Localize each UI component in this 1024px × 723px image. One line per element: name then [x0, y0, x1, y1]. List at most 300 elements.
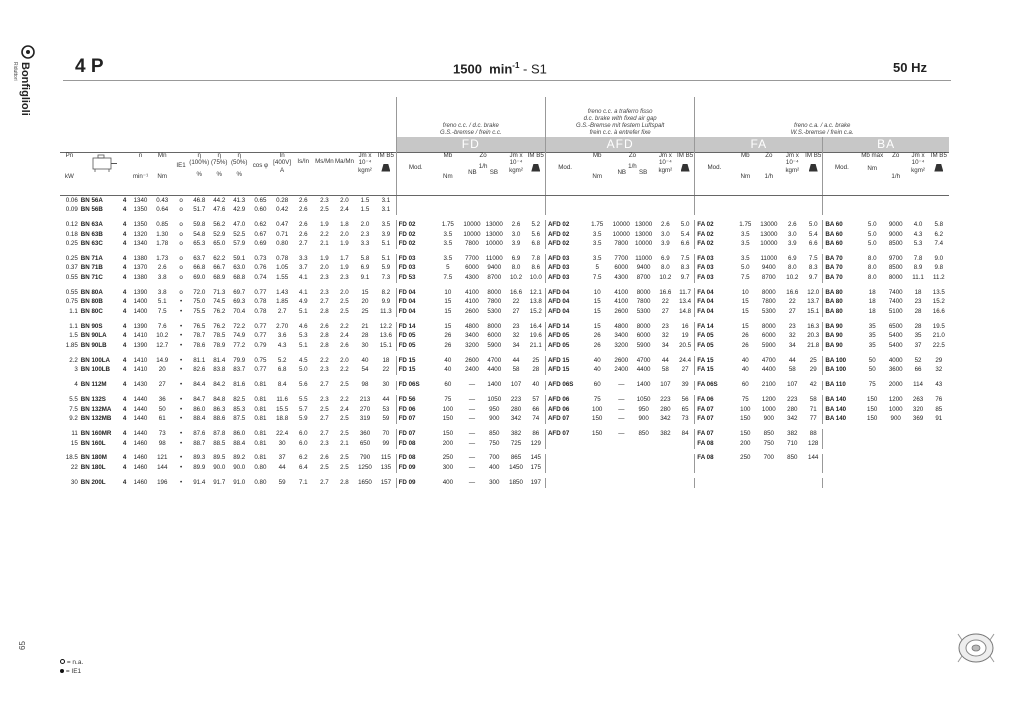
fd-band: FD [396, 137, 545, 153]
col-eta100: η (100%) % [189, 153, 209, 196]
cell-pn: 0.55 [65, 274, 78, 282]
cell-poles: 4 [122, 254, 127, 262]
ba-cell-jm [907, 478, 928, 488]
ba-cell-zo [884, 206, 908, 216]
cell-n: 1380 [133, 274, 148, 282]
afd-cell-jm [655, 454, 676, 464]
table-row [60, 196, 949, 206]
cell-eta75: 56.2 [213, 220, 226, 228]
afd-cell-jm [655, 439, 676, 449]
cell-eta50: 41.3 [233, 196, 246, 204]
cell-pn: 22 [70, 463, 78, 471]
fd-cell-mod: FD 04 [396, 288, 435, 298]
ba-cell-mod: BA 90 [823, 322, 861, 332]
cell-is-in: 6.0 [298, 439, 308, 447]
fd-cell-nb: 2600 [465, 308, 479, 316]
ba-cell-mb: 5.0 [867, 240, 877, 248]
fa-cell-mod: FA 07 [695, 405, 734, 415]
afd-cell-sb: 5900 [636, 342, 651, 350]
afd-cell-sb: 1400 [636, 381, 651, 389]
cell-mn: 61 [158, 415, 166, 423]
circle-icon [60, 659, 65, 664]
ba-cell-b5: 85 [935, 405, 943, 413]
fa-cell-zo: 7800 [761, 298, 776, 306]
afd-cell-jm: 22 [661, 298, 669, 306]
fa-cell-mb: 3.5 [741, 254, 750, 262]
ba-cell-jm: 369 [912, 415, 924, 423]
afd-cell-mod [545, 478, 584, 488]
cell-ie1: • [179, 342, 183, 350]
cell-eta100: 78.6 [193, 342, 206, 350]
fd-cell-mb: 15 [444, 322, 452, 330]
cell-cos: 0.73 [254, 254, 267, 262]
afd-cell-sb: 4700 [636, 356, 651, 364]
fa-cell-b5: 15.1 [807, 308, 820, 316]
ba-cell-jm [907, 439, 928, 449]
fa-cell-zo: 4400 [761, 366, 776, 374]
fa-cell-b5: 12.0 [807, 288, 820, 296]
cell-eta50: 52.5 [233, 230, 246, 238]
afd-cell-nb: 10000 [612, 220, 630, 228]
fa-cell-mod: FA 04 [695, 298, 734, 308]
cell-eta100: 91.4 [193, 478, 206, 486]
col-is-in: Is/In [293, 153, 314, 196]
ba-cell-zo [884, 463, 908, 473]
cell-ie1: o [179, 288, 183, 296]
cell-n: 1460 [133, 439, 148, 447]
afd-cell-mod: AFD 06 [545, 405, 584, 415]
cell-eta50: 83.7 [233, 366, 246, 374]
ba-cell-mb: 50 [868, 356, 876, 364]
fd-cell-sb: 1050 [487, 395, 502, 403]
afd-cell-mod [545, 463, 584, 473]
cell-eta50: 69.7 [233, 288, 246, 296]
ba-cell-jm [907, 196, 928, 206]
cell-mn: 3.8 [157, 274, 167, 282]
cell-in: 11.6 [276, 395, 288, 403]
cell-cos: 0.65 [254, 196, 267, 204]
cell-n: 1350 [133, 206, 148, 214]
cell-ie1: • [179, 366, 183, 374]
fa-col-mb: Mb Nm [734, 153, 758, 196]
fd-cell-sb: 5300 [487, 308, 502, 316]
cell-in: 0.78 [276, 254, 289, 262]
cell-model: BN 90LA [80, 332, 107, 340]
cell-ie1: • [179, 415, 183, 423]
cell-pn: 1.1 [69, 322, 78, 330]
fa-cell-mod: FA 15 [695, 366, 734, 376]
cell-in: 22.4 [276, 429, 289, 437]
cell-in: 2.70 [276, 322, 289, 330]
cell-mn: 0.85 [156, 220, 169, 228]
cell-eta75: 62.2 [213, 254, 226, 262]
fd-cell-b5: 28 [532, 366, 540, 374]
cell-eta100: 63.7 [193, 254, 206, 262]
afd-cell-sb [632, 439, 654, 449]
afd-cell-b5: 13.4 [679, 298, 692, 306]
fd-cell-mod: FD 04 [396, 308, 435, 318]
cell-mn: 3.8 [157, 288, 167, 296]
cell-in: 15.5 [276, 405, 289, 413]
ba-cell-b5: 7.4 [934, 240, 944, 248]
fd-cell-jm: 2.6 [511, 220, 521, 228]
cell-poles: 4 [122, 274, 127, 282]
fd-cell-b5: 175 [530, 463, 541, 471]
cell-model: BN 63B [80, 230, 103, 238]
cell-eta50: 63.0 [233, 264, 246, 272]
cell-mn: 144 [157, 463, 168, 471]
fa-cell-jm: 342 [787, 415, 798, 423]
page-number: 65 [18, 641, 27, 650]
cell-ma-mn: 2.8 [340, 478, 349, 486]
ba-cell-zo [884, 478, 908, 488]
cell-imb5: 12.2 [379, 322, 392, 330]
fa-cell-mb [734, 463, 758, 473]
cell-ms-mn: 2.7 [320, 298, 329, 306]
cell-eta100: 89.9 [193, 463, 206, 471]
ba-cell-zo: 1000 [888, 405, 903, 413]
cell-jm: 30 [361, 342, 369, 350]
fd-cell-b5: 12.1 [529, 288, 542, 296]
fa-cell-b5: 77 [809, 415, 817, 423]
cell-mn: 36 [158, 395, 166, 403]
cell-poles: 4 [122, 415, 127, 423]
cell-jm: 319 [359, 415, 371, 423]
afd-cell-sb: 1050 [636, 395, 651, 403]
cell-ma-mn: 1.8 [340, 220, 349, 228]
table-row [60, 254, 949, 264]
afd-cell-b5: 14.8 [679, 308, 692, 316]
fa-cell-b5 [804, 206, 823, 216]
brand-sub: Riduttori [12, 62, 18, 81]
fd-cell-b5: 6.8 [531, 240, 541, 248]
col-ma-mn: Ma/Mn [335, 153, 354, 196]
fd-cell-jm: 8.0 [511, 264, 521, 272]
ba-col-zo: Zo 1/h [884, 153, 908, 196]
ba-cell-b5: 5.8 [934, 220, 944, 228]
fd-cell-nb: 10000 [463, 230, 481, 238]
afd-cell-mb: 15 [593, 322, 601, 330]
ba-cell-b5 [929, 478, 949, 488]
cell-ie1: • [179, 381, 183, 389]
col-ms-mn: Ms/Mn [314, 153, 335, 196]
table-row [60, 322, 949, 332]
cell-ma-mn: 1.7 [340, 254, 349, 262]
afd-col-mod: Mod. [545, 153, 584, 196]
fa-cell-b5: 5.0 [808, 220, 818, 228]
fd-cell-b5: 16.4 [529, 322, 542, 330]
col-imb5: IM B5 [376, 153, 396, 196]
cell-cos: 0.75 [254, 356, 267, 364]
fd-cell-sb: 850 [489, 429, 500, 437]
cell-in: 37 [278, 454, 286, 462]
cell-model: BN 63C [80, 240, 103, 248]
cell-n: 1320 [133, 230, 148, 238]
fd-cell-sb [483, 196, 505, 206]
afd-cell-mb [584, 478, 610, 488]
page-header [63, 52, 951, 81]
col-ie1: IE1 [173, 153, 189, 196]
cell-in: 3.6 [277, 332, 287, 340]
cell-ms-mn: 2.3 [320, 196, 329, 204]
fa-cell-zo: 10000 [760, 240, 778, 248]
fa-cell-mod: FA 03 [695, 264, 734, 274]
fa-cell-b5: 6.6 [808, 240, 818, 248]
ba-cell-jm: 37 [914, 342, 922, 350]
cell-ie1: o [179, 196, 183, 204]
table-row [60, 308, 949, 318]
fa-ba-description: freno c.a. / a.c. brake W.S.-bremse / frein c.a. [695, 97, 949, 137]
fa-cell-jm: 10.2 [786, 274, 799, 282]
fd-cell-jm: 23 [512, 322, 520, 330]
cell-pn: 11 [71, 429, 78, 437]
afd-cell-mod: AFD 14 [545, 322, 584, 332]
fd-cell-sb: 9400 [487, 264, 502, 272]
cell-jm: 2.3 [360, 230, 370, 238]
cell-eta100: 82.6 [193, 366, 206, 374]
fa-cell-mod: FA 05 [695, 341, 734, 351]
weight-icon [681, 164, 690, 172]
cell-imb5: 53 [382, 405, 390, 413]
footnote-na: = n.a. [60, 658, 83, 667]
ba-cell-b5: 13.5 [932, 288, 945, 296]
fd-cell-mod: FD 04 [396, 298, 435, 308]
afd-cell-mb: 15 [593, 308, 601, 316]
fa-cell-zo: 5900 [761, 342, 776, 350]
cell-eta100: 84.4 [193, 381, 206, 389]
ba-cell-b5 [929, 439, 949, 449]
cell-mn: 7.5 [157, 308, 167, 316]
fd-cell-mb: 150 [442, 415, 454, 423]
fa-cell-b5: 144 [808, 454, 819, 462]
cell-in: 0.28 [276, 196, 289, 204]
fa-cell-mod: FA 06S [695, 381, 734, 391]
ba-cell-mod: BA 70 [823, 264, 861, 274]
fd-cell-jm: 10.2 [509, 274, 523, 282]
col-in: In [400V] A [272, 153, 293, 196]
cell-ms-mn: 2.8 [320, 308, 329, 316]
ba-cell-mod: BA 140 [823, 405, 861, 415]
fa-cell-b5: 9.7 [808, 274, 818, 282]
ba-cell-mod: BA 90 [823, 332, 861, 342]
cell-eta100: 69.0 [193, 274, 206, 282]
cell-ma-mn: 2.0 [340, 288, 349, 296]
fd-cell-jm: 27 [512, 308, 520, 316]
afd-cell-b5: 6.6 [680, 240, 690, 248]
cell-in: 0.42 [276, 206, 289, 214]
fd-cell-sb: 400 [489, 463, 500, 471]
table-row [60, 463, 949, 473]
afd-cell-nb: 6000 [614, 264, 629, 272]
afd-cell-nb [610, 454, 632, 464]
ba-cell-zo: 8500 [888, 264, 903, 272]
fd-cell-mb: 250 [442, 454, 454, 462]
fa-cell-mod: FA 06 [695, 395, 734, 405]
afd-cell-nb: 2600 [614, 308, 629, 316]
fd-cell-mod: FD 15 [396, 356, 435, 366]
fa-cell-jm [781, 196, 805, 206]
fa-cell-b5: 5.4 [808, 230, 818, 238]
cell-jm: 1250 [358, 463, 372, 471]
cell-ie1: o [179, 240, 183, 248]
cell-n: 1390 [133, 342, 148, 350]
fd-cell-b5: 129 [530, 439, 541, 447]
cell-ie1: • [179, 308, 183, 316]
cell-ms-mn: 2.7 [320, 381, 329, 389]
ba-cell-mb: 18 [868, 308, 876, 316]
cell-eta100: 75.0 [193, 298, 206, 306]
afd-col-jm: Jm x 10⁻⁴ kgm² [655, 153, 676, 196]
fd-cell-b5: 197 [530, 478, 541, 486]
cell-eta50: 72.2 [233, 322, 246, 330]
afd-cell-b5: 39 [681, 381, 689, 389]
fa-cell-mb: 150 [740, 415, 751, 423]
fd-cell-sb: 950 [489, 405, 500, 413]
fd-cell-mod: FD 06 [396, 405, 435, 415]
cell-cos: 0.81 [254, 395, 267, 403]
fa-cell-b5: 7.5 [808, 254, 818, 262]
ba-cell-mb [860, 196, 884, 206]
fd-cell-jm: 58 [512, 366, 520, 374]
fa-cell-zo: 6000 [761, 332, 776, 340]
cell-ma-mn: 2.5 [340, 454, 349, 462]
cell-eta100: 84.7 [193, 395, 206, 403]
cell-n: 1390 [133, 288, 148, 296]
ba-cell-mod: BA 140 [823, 395, 861, 405]
ba-cell-mod: BA 100 [823, 356, 861, 366]
cell-ms-mn: 2.3 [320, 288, 329, 296]
fd-cell-mb: 60 [444, 381, 452, 389]
cell-in: 1.85 [276, 298, 289, 306]
ba-cell-zo: 9700 [888, 254, 903, 262]
ba-cell-mod [823, 429, 861, 439]
cell-eta100: 89.3 [193, 454, 206, 462]
fd-cell-jm: 44 [512, 356, 520, 364]
cell-ma-mn: 2.4 [340, 206, 349, 214]
fa-cell-b5: 88 [809, 429, 817, 437]
fd-cell-mb [435, 196, 461, 206]
fa-cell-mb: 7.5 [741, 274, 750, 282]
fd-cell-b5: 13.8 [529, 298, 542, 306]
fd-cell-jm: 1450 [509, 463, 523, 471]
cell-eta75: 52.9 [213, 230, 226, 238]
cell-imb5: 7.3 [381, 274, 391, 282]
ba-cell-mb: 35 [868, 332, 876, 340]
cell-ie1: • [179, 298, 183, 306]
cell-eta50: 85.3 [233, 405, 246, 413]
cell-cos: 0.77 [254, 288, 267, 296]
cell-ma-mn: 2.5 [340, 463, 349, 471]
cell-model: BN 180L [80, 463, 106, 471]
cell-is-in: 2.6 [298, 196, 308, 204]
cell-imb5: 157 [380, 478, 392, 486]
cell-n: 1340 [133, 196, 148, 204]
cell-in: 0.47 [276, 220, 289, 228]
cell-ms-mn: 2.2 [320, 356, 329, 364]
fd-cell-jm: 3.0 [511, 230, 521, 238]
motor-data-table [60, 97, 949, 488]
cell-pn: 0.25 [65, 254, 78, 262]
cell-mn: 98 [158, 439, 166, 447]
fa-cell-zo: 11000 [760, 254, 778, 262]
fd-cell-mb: 150 [442, 429, 454, 437]
afd-cell-sb: 4400 [636, 366, 651, 374]
cell-mn: 1.78 [156, 240, 169, 248]
afd-cell-sb: 900 [638, 415, 649, 423]
cell-jm: 2.0 [360, 220, 370, 228]
cell-n: 1440 [133, 395, 148, 403]
column-headers [60, 153, 949, 196]
fa-cell-mod [695, 196, 734, 206]
afd-cell-mod: AFD 03 [545, 274, 584, 284]
fd-cell-nb: 7800 [465, 240, 479, 248]
cell-ms-mn: 2.6 [320, 454, 329, 462]
fa-cell-jm: 6.9 [788, 254, 797, 262]
fd-cell-sb: 11000 [485, 254, 503, 262]
cell-n: 1340 [133, 240, 148, 248]
ba-cell-mod [823, 196, 861, 206]
cell-n: 1390 [133, 322, 148, 330]
cell-model: BN 100LB [80, 366, 111, 374]
afd-cell-jm [655, 463, 676, 473]
cell-ms-mn: 2.2 [320, 230, 329, 238]
cell-model: BN 112M [80, 381, 107, 389]
cell-imb5: 22 [382, 366, 390, 374]
cell-eta50: 74.9 [233, 332, 246, 340]
ba-cell-mb [860, 439, 884, 449]
fa-cell-b5: 29 [809, 366, 817, 374]
fa-cell-jm: 3.9 [788, 240, 797, 248]
cell-is-in: 5.0 [298, 366, 308, 374]
fd-cell-mod: FD 53 [396, 274, 435, 284]
cell-n: 1410 [133, 366, 148, 374]
ba-cell-jm: 23 [914, 298, 922, 306]
fa-cell-mb: 10 [741, 288, 749, 296]
cell-ie1: • [179, 463, 183, 471]
afd-cell-jm: 32 [661, 332, 669, 340]
ba-cell-zo: 8000 [888, 274, 903, 282]
afd-cell-jm [655, 206, 676, 216]
fd-cell-mod: FD 56 [396, 395, 435, 405]
afd-cell-mb: 26 [593, 332, 601, 340]
fa-cell-jm: 23 [788, 322, 796, 330]
ba-cell-mod: BA 100 [823, 366, 861, 376]
afd-cell-mod: AFD 15 [545, 356, 584, 366]
fd-cell-b5: 25 [532, 356, 540, 364]
cell-ie1: o [179, 274, 183, 282]
cell-in: 1.55 [276, 274, 289, 282]
cell-imb5: 70 [382, 429, 390, 437]
fd-cell-mod: FD 03 [396, 264, 435, 274]
fd-cell-nb: — [468, 381, 476, 389]
cell-eta100: 78.7 [193, 332, 206, 340]
cell-eta50: 90.0 [233, 463, 246, 471]
cell-cos: 0.79 [254, 342, 267, 350]
cell-eta75: 89.5 [213, 454, 226, 462]
cell-in: 0.71 [276, 230, 289, 238]
ba-cell-jm: 8.9 [913, 264, 923, 272]
ba-cell-b5: 16.6 [932, 308, 945, 316]
fa-cell-b5 [804, 478, 823, 488]
ba-cell-mod [823, 454, 861, 464]
afd-cell-b5: 5.4 [680, 230, 690, 238]
cell-eta75: 84.8 [213, 395, 226, 403]
cell-eta100: 59.8 [193, 220, 206, 228]
afd-cell-nb: 3400 [614, 332, 629, 340]
fd-cell-nb: 4300 [465, 274, 479, 282]
afd-cell-jm: 44 [661, 356, 669, 364]
fd-cell-mb [435, 206, 461, 216]
